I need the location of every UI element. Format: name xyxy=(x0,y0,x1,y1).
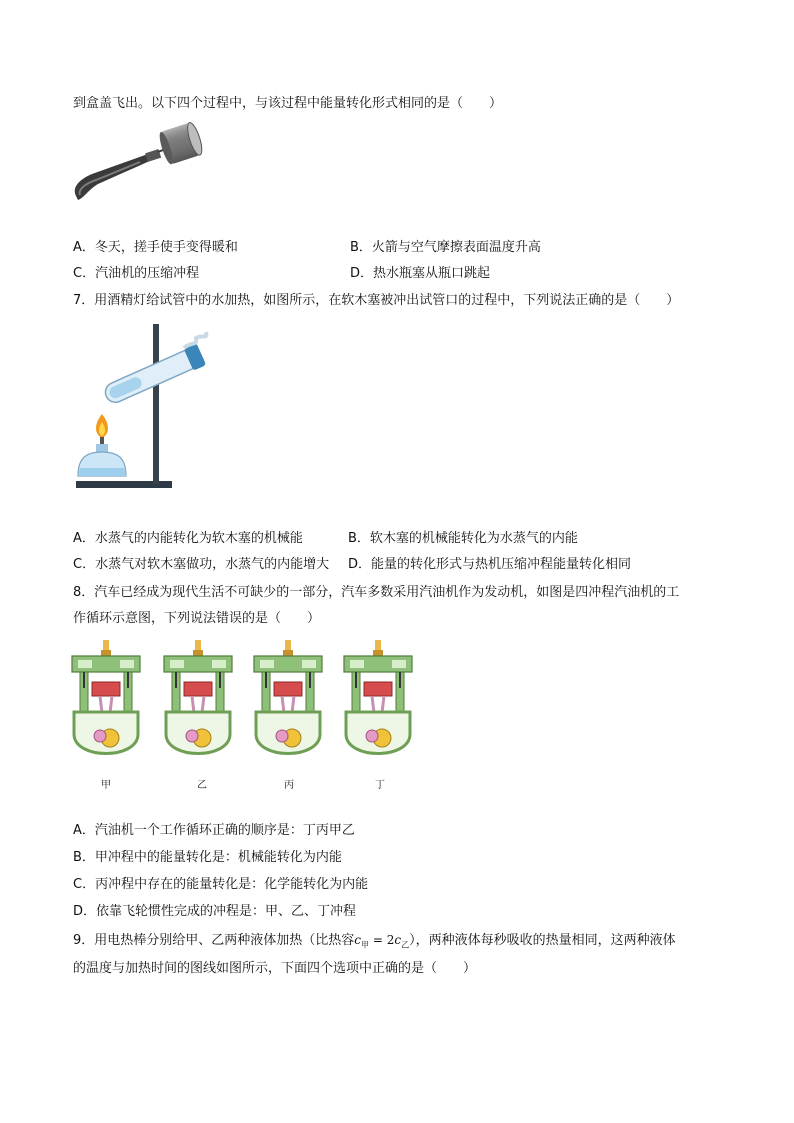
q9-formula: $c_甲 = 2c_乙$ xyxy=(354,933,410,950)
q8-stem-line2: 作循环示意图，下列说法错误的是（ ） xyxy=(73,611,321,626)
caption-yi: 乙 xyxy=(197,780,207,791)
engine-diagram-ding xyxy=(344,640,412,754)
q7-stem: 7．用酒精灯给试管中的水加热，如图所示，在软木塞被冲出试管口的过程中，下列说法正确的是（ ） xyxy=(73,293,680,308)
engine-diagram-yi xyxy=(164,640,232,754)
q8-figure-engine-strokes xyxy=(70,638,420,773)
q9-stem-part2: ），两种液体每秒吸收的热量相同，这两种液体 xyxy=(409,933,676,948)
q8-option-b[interactable]: B．甲冲程中的能量转化是：机械能转化为内能 xyxy=(73,850,342,865)
q6-stem-tail: 到盒盖飞出。以下四个过程中，与该过程中能量转化形式相同的是（ ） xyxy=(73,96,503,111)
caption-bing: 丙 xyxy=(284,780,294,791)
q7-option-c[interactable]: C．水蒸气对软木塞做功，水蒸气的内能增大 xyxy=(73,557,330,572)
q7-option-d[interactable]: D．能量的转化形式与热机压缩冲程能量转化相同 xyxy=(348,557,632,572)
q7-figure-test-tube-apparatus xyxy=(72,318,222,498)
q7-option-a[interactable]: A．水蒸气的内能转化为软木塞的机械能 xyxy=(73,531,303,546)
q8-option-c[interactable]: C．丙冲程中存在的能量转化是：化学能转化为内能 xyxy=(73,877,369,892)
handle-shape xyxy=(75,154,152,200)
q9-stem-part1: 9．用电热棒分别给甲、乙两种液体加热（比热容 xyxy=(73,933,355,948)
q8-option-a[interactable]: A．汽油机一个工作循环正确的顺序是：丁丙甲乙 xyxy=(73,823,355,838)
q6-option-d[interactable]: D．热水瓶塞从瓶口跳起 xyxy=(350,266,491,281)
caption-jia: 甲 xyxy=(101,780,111,791)
q6-option-a[interactable]: A．冬天，搓手使手变得暖和 xyxy=(73,240,238,255)
caption-ding: 丁 xyxy=(375,780,385,791)
stand-rod xyxy=(153,324,159,484)
q8-option-d[interactable]: D．依靠飞轮惯性完成的冲程是：甲、乙、丁冲程 xyxy=(73,904,357,919)
q9-stem-line1 xyxy=(73,931,676,954)
q9-stem-line2: 的温度与加热时间的图线如图所示，下面四个选项中正确的是（ ） xyxy=(73,961,477,976)
q7-option-b[interactable]: B．软木塞的机械能转化为水蒸气的内能 xyxy=(348,531,578,546)
q8-stem-line1: 8．汽车已经成为现代生活不可缺少的一部分，汽车多数采用汽油机作为发动机，如图是四冲程汽油机的工 xyxy=(73,585,680,600)
q6-option-c[interactable]: C．汽油机的压缩冲程 xyxy=(73,266,200,281)
engine-diagram-bing xyxy=(254,640,322,754)
engine-diagram-jia xyxy=(72,640,140,754)
q6-option-b[interactable]: B．火箭与空气摩擦表面温度升高 xyxy=(350,240,541,255)
q6-figure-gun-and-can xyxy=(68,118,203,208)
